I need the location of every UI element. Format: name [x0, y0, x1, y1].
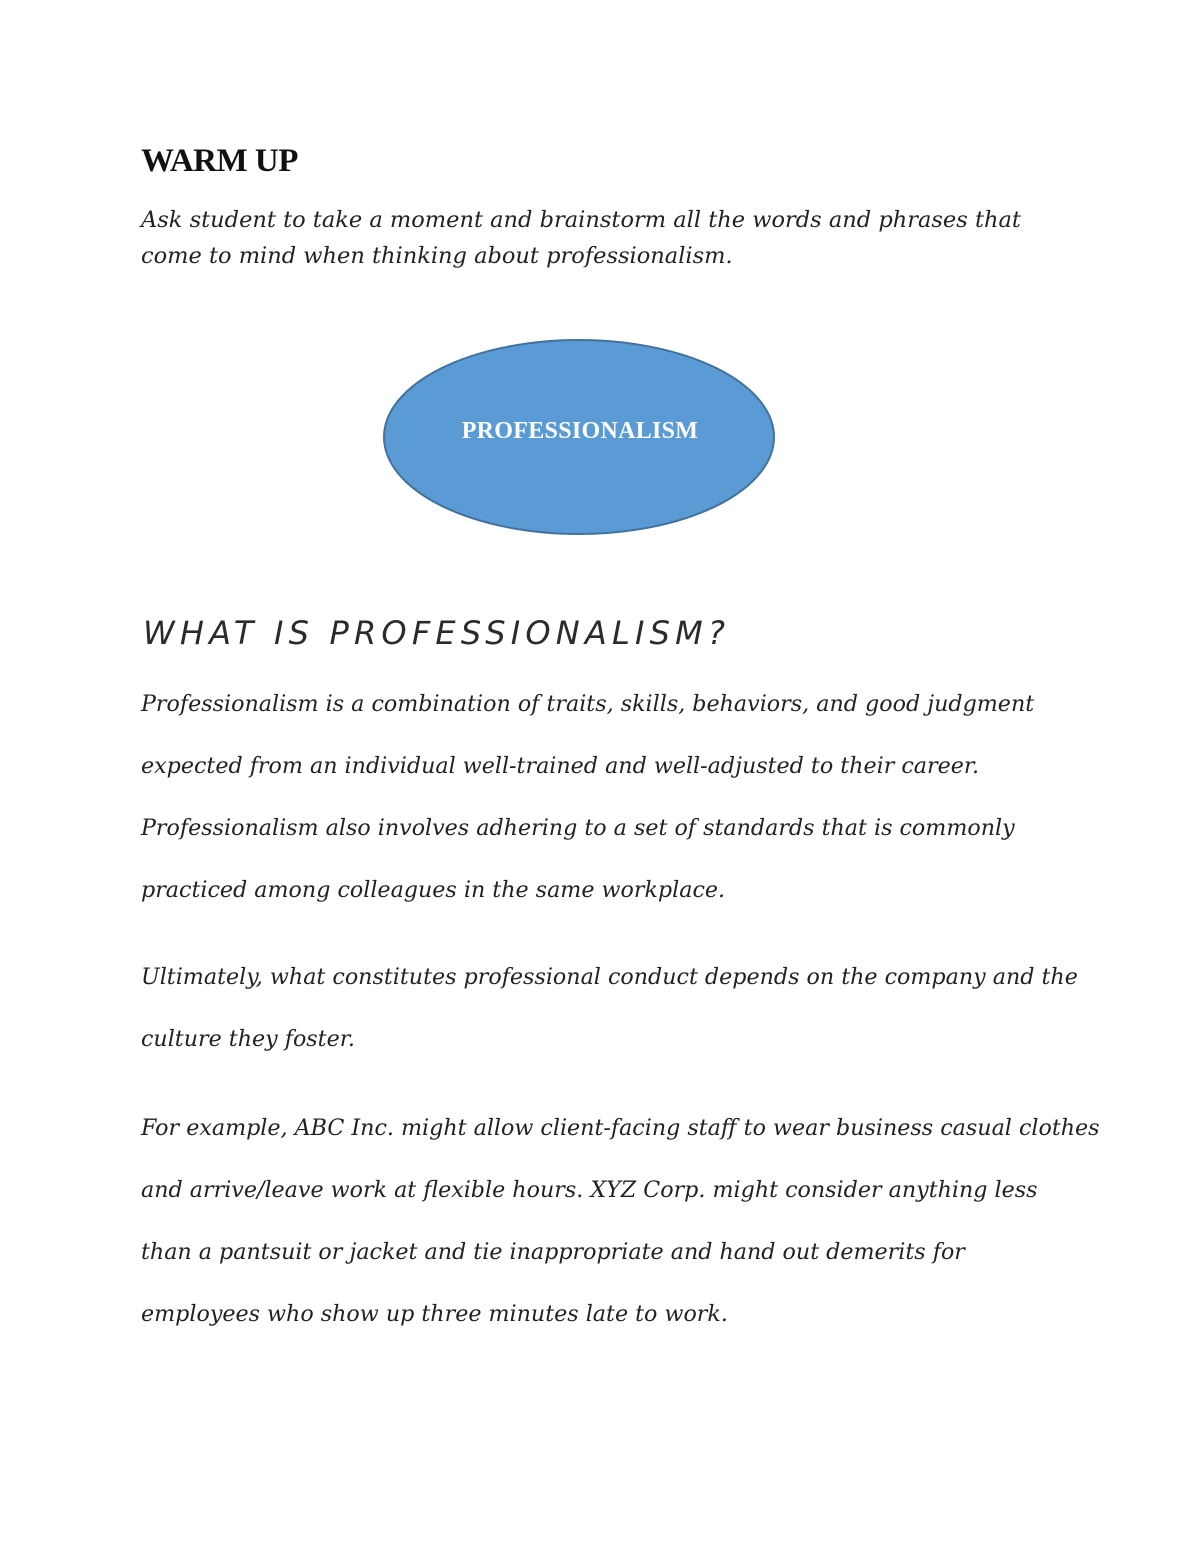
- paragraph-line: culture they foster.: [141, 1026, 355, 1052]
- definition-paragraph-2: [141, 946, 1081, 1070]
- paragraph-line: For example, ABC Inc. might allow client-facing staff to wear business casual clothes: [141, 1115, 1100, 1141]
- paragraph-line: practiced among colleagues in the same workplace.: [141, 877, 726, 903]
- what-is-professionalism-heading: WHAT IS PROFESSIONALISM?: [143, 614, 731, 652]
- instruction-line: Ask student to take a moment and brainstorm all the words and phrases that: [141, 207, 1021, 233]
- paragraph-line: expected from an individual well-trained and well-adjusted to their career.: [141, 753, 980, 779]
- ellipse-label: PROFESSIONALISM: [461, 418, 699, 444]
- definition-paragraph-3: [141, 1097, 1100, 1345]
- warm-up-heading: WARM UP: [141, 143, 298, 179]
- paragraph-line: employees who show up three minutes late to work.: [141, 1301, 728, 1327]
- warm-up-instruction: [141, 202, 1081, 274]
- paragraph-line: than a pantsuit or jacket and tie inappropriate and hand out demerits for: [141, 1239, 965, 1265]
- paragraph-line: Professionalism also involves adhering to a set of standards that is commonly: [141, 815, 1015, 841]
- paragraph-line: Professionalism is a combination of traits, skills, behaviors, and good judgment: [141, 691, 1035, 717]
- professionalism-ellipse-diagram: [380, 336, 780, 538]
- paragraph-line: and arrive/leave work at flexible hours. XYZ Corp. might consider anything less: [141, 1177, 1038, 1203]
- paragraph-line: Ultimately, what constitutes professional conduct depends on the company and the: [141, 964, 1078, 990]
- instruction-line: come to mind when thinking about professionalism.: [141, 243, 733, 269]
- definition-paragraph-1: [141, 673, 1081, 921]
